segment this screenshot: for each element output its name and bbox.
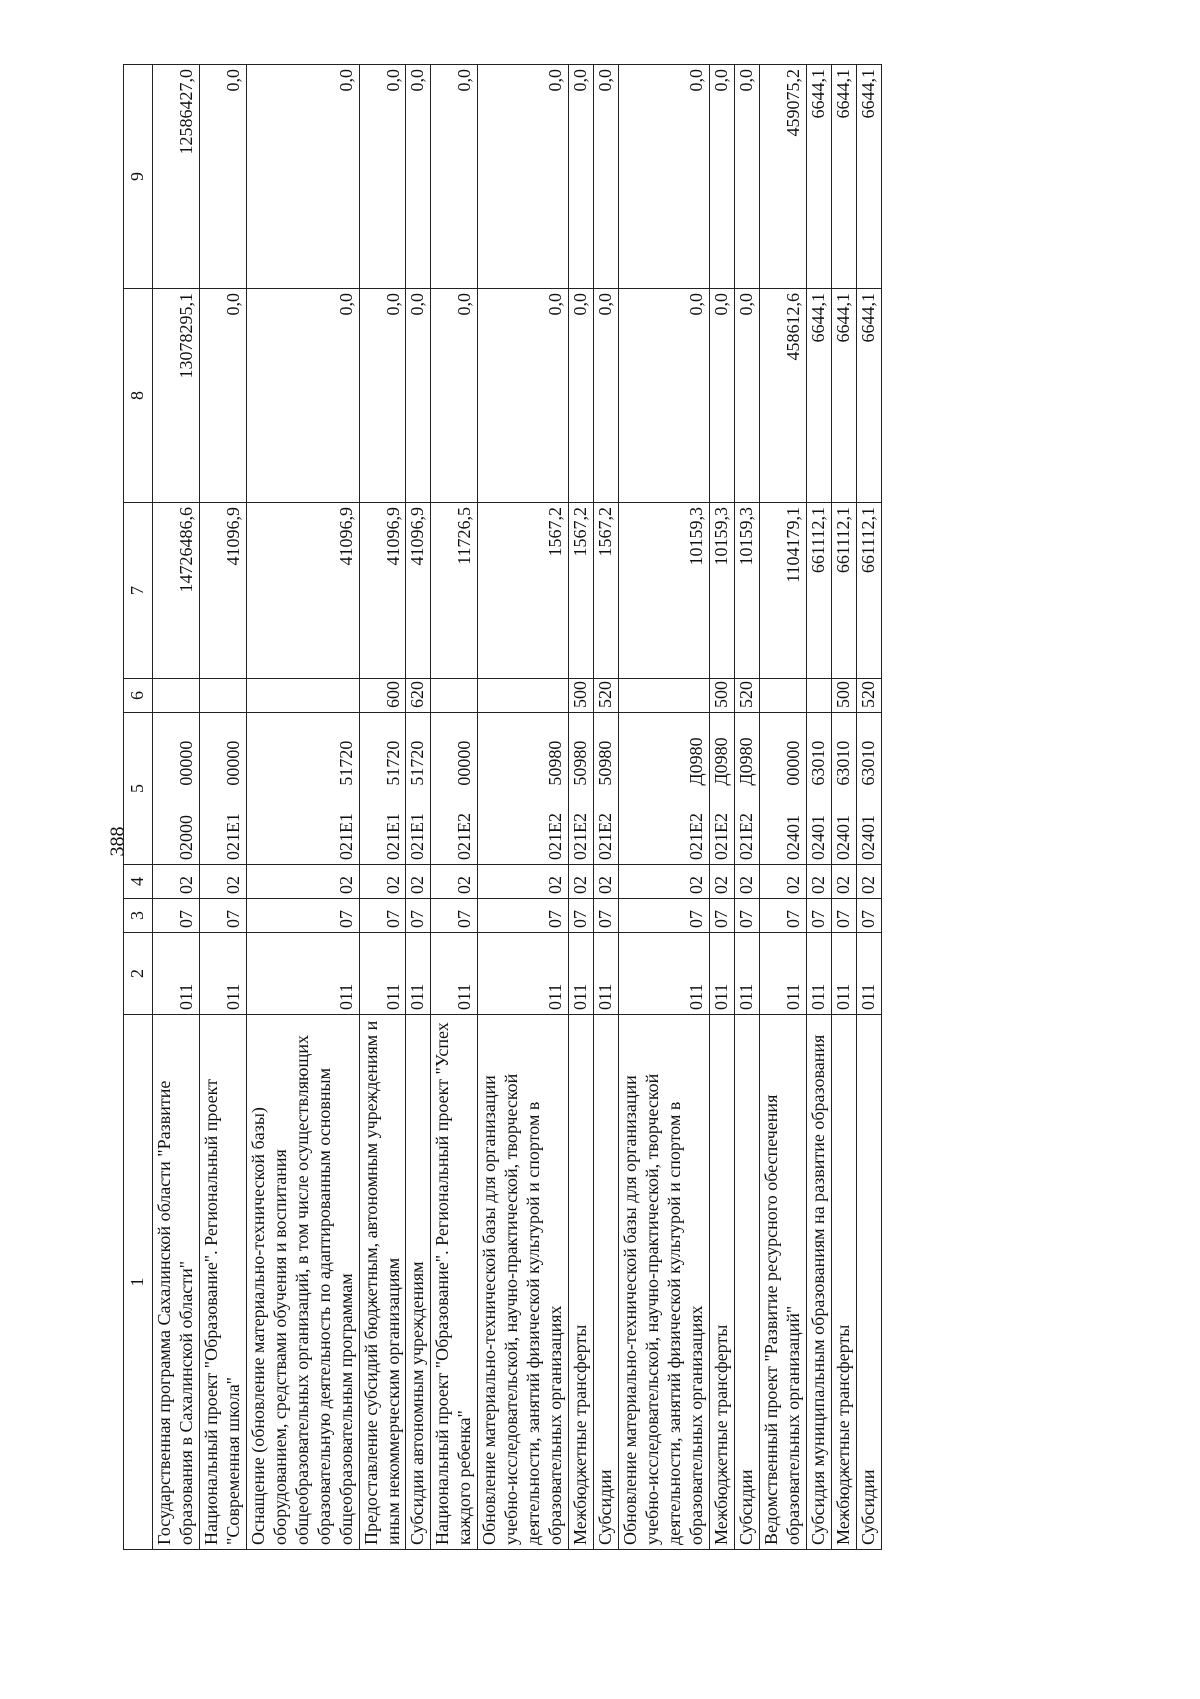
cell-expense-type: 520 [594, 679, 619, 713]
cell-amount-col8: 13078295,1 [153, 289, 200, 503]
cell-ministry-code: 011 [478, 933, 569, 1015]
cell-target-article [478, 713, 569, 865]
cell-ministry-code: 011 [734, 933, 759, 1015]
cell-section: 07 [856, 899, 881, 933]
cell-expense-type: 520 [856, 679, 881, 713]
cell-target-article [759, 713, 806, 865]
cell-section: 07 [153, 899, 200, 933]
header-row [124, 65, 153, 1550]
col-header: 8 [124, 289, 153, 503]
cell-section: 07 [359, 899, 406, 933]
target-article-program: 021E1 [335, 813, 356, 860]
row-name-cell: Межбюджетные трансферты [831, 1015, 856, 1550]
cell-amount-col7: 41096,9 [406, 503, 431, 679]
target-article-direction: Д0980 [735, 737, 756, 786]
cell-target-article [199, 713, 246, 865]
table-body [153, 65, 882, 1550]
target-article-direction: 50980 [570, 740, 591, 786]
table-row [478, 65, 569, 1550]
target-article-program: 021E1 [222, 813, 243, 860]
table-row [406, 65, 431, 1550]
target-article-program: 021E2 [735, 813, 756, 860]
target-article-program: 02000 [175, 815, 196, 860]
cell-target-article [406, 713, 431, 865]
target-article-program: 021E2 [710, 813, 731, 860]
cell-amount-col9: 0,0 [569, 65, 594, 289]
row-name-cell: Субсидии [856, 1015, 881, 1550]
cell-section: 07 [759, 899, 806, 933]
target-article-program: 021E2 [545, 813, 566, 860]
cell-ministry-code: 011 [359, 933, 406, 1015]
table-row [806, 65, 831, 1550]
cell-ministry-code: 011 [199, 933, 246, 1015]
row-name-cell: Субсидии [734, 1015, 759, 1550]
cell-target-article [856, 713, 881, 865]
target-article-direction: 51720 [335, 740, 356, 786]
table-row [856, 65, 881, 1550]
target-article-direction: Д0980 [685, 737, 706, 786]
target-article-program: 021E1 [407, 813, 428, 860]
target-article-direction: 00000 [222, 740, 243, 786]
cell-subsection: 02 [734, 865, 759, 899]
col-header: 2 [124, 933, 153, 1015]
row-name-cell: Ведомственный проект "Развитие ресурсного обеспечения образовательных организаций" [759, 1015, 806, 1550]
cell-amount-col9: 459075,2 [759, 65, 806, 289]
target-article-direction: 63010 [807, 740, 828, 786]
cell-amount-col9: 0,0 [246, 65, 359, 289]
target-article-direction: Д0980 [710, 737, 731, 786]
cell-expense-type [806, 679, 831, 713]
cell-amount-col8: 0,0 [431, 289, 478, 503]
cell-amount-col9: 0,0 [594, 65, 619, 289]
cell-expense-type: 620 [406, 679, 431, 713]
target-article-direction: 00000 [454, 740, 475, 786]
cell-target-article [569, 713, 594, 865]
cell-subsection: 02 [856, 865, 881, 899]
cell-section: 07 [569, 899, 594, 933]
target-article-direction: 50980 [595, 740, 616, 786]
cell-expense-type [619, 679, 710, 713]
table-row [619, 65, 710, 1550]
cell-amount-col9: 0,0 [406, 65, 431, 289]
target-article-program: 021E1 [382, 813, 403, 860]
cell-ministry-code: 011 [806, 933, 831, 1015]
cell-amount-col9: 0,0 [734, 65, 759, 289]
row-name-cell: Субсидия муниципальным образованиям на развитие образования [806, 1015, 831, 1550]
cell-amount-col8: 0,0 [569, 289, 594, 503]
cell-amount-col9: 0,0 [199, 65, 246, 289]
cell-amount-col8: 0,0 [406, 289, 431, 503]
cell-ministry-code: 011 [153, 933, 200, 1015]
cell-amount-col8: 458612,6 [759, 289, 806, 503]
cell-section: 07 [619, 899, 710, 933]
cell-ministry-code: 011 [759, 933, 806, 1015]
cell-ministry-code: 011 [619, 933, 710, 1015]
target-article-program: 02401 [782, 815, 803, 860]
cell-subsection: 02 [359, 865, 406, 899]
cell-subsection: 02 [569, 865, 594, 899]
cell-amount-col7: 1567,2 [569, 503, 594, 679]
col-header: 6 [124, 679, 153, 713]
cell-amount-col9: 6644,1 [806, 65, 831, 289]
cell-amount-col8: 0,0 [359, 289, 406, 503]
cell-section: 07 [594, 899, 619, 933]
cell-amount-col9: 12586427,0 [153, 65, 200, 289]
page-number: 388 [106, 826, 129, 857]
table-row [199, 65, 246, 1550]
cell-amount-col8: 6644,1 [856, 289, 881, 503]
cell-subsection: 02 [431, 865, 478, 899]
cell-subsection: 02 [478, 865, 569, 899]
cell-section: 07 [734, 899, 759, 933]
col-header: 3 [124, 899, 153, 933]
cell-section: 07 [199, 899, 246, 933]
cell-amount-col7: 41096,9 [199, 503, 246, 679]
table-row [431, 65, 478, 1550]
cell-expense-type [478, 679, 569, 713]
cell-amount-col7: 41096,9 [246, 503, 359, 679]
target-article-program: 02401 [857, 815, 878, 860]
cell-target-article [246, 713, 359, 865]
cell-expense-type: 500 [709, 679, 734, 713]
cell-amount-col7: 1567,2 [594, 503, 619, 679]
cell-target-article [359, 713, 406, 865]
cell-subsection: 02 [831, 865, 856, 899]
cell-expense-type [431, 679, 478, 713]
row-name-cell: Субсидии [594, 1015, 619, 1550]
cell-amount-col7: 661112,1 [856, 503, 881, 679]
col-header: 4 [124, 865, 153, 899]
cell-amount-col9: 0,0 [709, 65, 734, 289]
cell-target-article [734, 713, 759, 865]
target-article-program: 021E2 [570, 813, 591, 860]
target-article-program: 021E2 [685, 813, 706, 860]
table-row [153, 65, 200, 1550]
table-row [709, 65, 734, 1550]
cell-section: 07 [406, 899, 431, 933]
table-row [569, 65, 594, 1550]
cell-ministry-code: 011 [431, 933, 478, 1015]
target-article-direction: 63010 [857, 740, 878, 786]
col-header: 1 [124, 1015, 153, 1550]
cell-amount-col8: 0,0 [478, 289, 569, 503]
cell-amount-col8: 6644,1 [806, 289, 831, 503]
cell-ministry-code: 011 [709, 933, 734, 1015]
row-name-cell: Национальный проект "Образование". Региональный проект "Современная школа" [199, 1015, 246, 1550]
target-article-direction: 00000 [175, 740, 196, 786]
cell-section: 07 [806, 899, 831, 933]
cell-expense-type: 600 [359, 679, 406, 713]
cell-amount-col7: 1104179,1 [759, 503, 806, 679]
cell-section: 07 [431, 899, 478, 933]
cell-amount-col8: 6644,1 [831, 289, 856, 503]
target-article-program: 021E2 [454, 813, 475, 860]
cell-target-article [619, 713, 710, 865]
col-header: 5 [124, 713, 153, 865]
row-name-cell: Государственная программа Сахалинской области "Развитие образования в Сахалинской области" [153, 1015, 200, 1550]
table-row [594, 65, 619, 1550]
cell-target-article [431, 713, 478, 865]
cell-ministry-code: 011 [856, 933, 881, 1015]
col-header: 7 [124, 503, 153, 679]
cell-ministry-code: 011 [569, 933, 594, 1015]
cell-amount-col9: 0,0 [619, 65, 710, 289]
cell-amount-col8: 0,0 [709, 289, 734, 503]
cell-amount-col9: 0,0 [478, 65, 569, 289]
row-name-cell: Межбюджетные трансферты [709, 1015, 734, 1550]
row-name-cell: Оснащение (обновление материально-технической базы) оборудованием, средствами обучения и воспитания общеобразовательных организаций, в том числе осуществляющих образовательную деятельность по адаптированным основным общеобразовательным программам [246, 1015, 359, 1550]
table-row [246, 65, 359, 1550]
row-name-cell: Межбюджетные трансферты [569, 1015, 594, 1550]
cell-amount-col7: 41096,9 [359, 503, 406, 679]
cell-expense-type: 500 [569, 679, 594, 713]
cell-target-article [709, 713, 734, 865]
cell-amount-col9: 0,0 [359, 65, 406, 289]
target-article-program: 02401 [832, 815, 853, 860]
table-row [359, 65, 406, 1550]
cell-amount-col9: 6644,1 [831, 65, 856, 289]
cell-section: 07 [478, 899, 569, 933]
cell-target-article [806, 713, 831, 865]
cell-expense-type: 520 [734, 679, 759, 713]
cell-subsection: 02 [199, 865, 246, 899]
cell-target-article [594, 713, 619, 865]
cell-amount-col8: 0,0 [199, 289, 246, 503]
cell-amount-col8: 0,0 [594, 289, 619, 503]
cell-target-article [153, 713, 200, 865]
cell-subsection: 02 [619, 865, 710, 899]
cell-subsection: 02 [153, 865, 200, 899]
cell-target-article [831, 713, 856, 865]
cell-section: 07 [831, 899, 856, 933]
cell-expense-type [246, 679, 359, 713]
target-article-direction: 51720 [407, 740, 428, 786]
cell-expense-type [153, 679, 200, 713]
cell-section: 07 [246, 899, 359, 933]
cell-amount-col7: 10159,3 [619, 503, 710, 679]
table-row [831, 65, 856, 1550]
row-name-cell: Субсидии автономным учреждениям [406, 1015, 431, 1550]
budget-table [123, 64, 882, 1550]
cell-ministry-code: 011 [594, 933, 619, 1015]
cell-ministry-code: 011 [831, 933, 856, 1015]
row-name-cell: Национальный проект "Образование". Региональный проект "Успех каждого ребенка" [431, 1015, 478, 1550]
cell-amount-col9: 0,0 [431, 65, 478, 289]
cell-amount-col7: 10159,3 [734, 503, 759, 679]
cell-ministry-code: 011 [246, 933, 359, 1015]
cell-amount-col7: 14726486,6 [153, 503, 200, 679]
target-article-direction: 00000 [782, 740, 803, 786]
cell-expense-type: 500 [831, 679, 856, 713]
cell-expense-type [759, 679, 806, 713]
cell-amount-col8: 0,0 [246, 289, 359, 503]
cell-amount-col7: 661112,1 [831, 503, 856, 679]
cell-subsection: 02 [709, 865, 734, 899]
cell-amount-col8: 0,0 [734, 289, 759, 503]
target-article-direction: 51720 [382, 740, 403, 786]
cell-subsection: 02 [806, 865, 831, 899]
table-row [734, 65, 759, 1550]
row-name-cell: Обновление материально-технической базы для организации учебно-исследовательской, научно-практической, творческой деятельности, занятий физической культурой и спортом в образовательных организациях [619, 1015, 710, 1550]
cell-subsection: 02 [759, 865, 806, 899]
target-article-direction: 50980 [545, 740, 566, 786]
cell-amount-col9: 6644,1 [856, 65, 881, 289]
target-article-program: 02401 [807, 815, 828, 860]
cell-ministry-code: 011 [406, 933, 431, 1015]
cell-amount-col8: 0,0 [619, 289, 710, 503]
cell-subsection: 02 [246, 865, 359, 899]
col-header: 9 [124, 65, 153, 289]
cell-expense-type [199, 679, 246, 713]
cell-subsection: 02 [594, 865, 619, 899]
cell-amount-col7: 10159,3 [709, 503, 734, 679]
cell-section: 07 [709, 899, 734, 933]
rotated-table-wrapper [123, 65, 882, 1550]
target-article-program: 021E2 [595, 813, 616, 860]
row-name-cell: Обновление материально-технической базы для организации учебно-исследовательской, научно-практической, творческой деятельности, занятий физической культурой и спортом в образовательных организациях [478, 1015, 569, 1550]
cell-amount-col7: 11726,5 [431, 503, 478, 679]
cell-amount-col7: 1567,2 [478, 503, 569, 679]
row-name-cell: Предоставление субсидий бюджетным, автономным учреждениям и иным некоммерческим организациям [359, 1015, 406, 1550]
cell-amount-col7: 661112,1 [806, 503, 831, 679]
target-article-direction: 63010 [832, 740, 853, 786]
table-row [759, 65, 806, 1550]
cell-subsection: 02 [406, 865, 431, 899]
